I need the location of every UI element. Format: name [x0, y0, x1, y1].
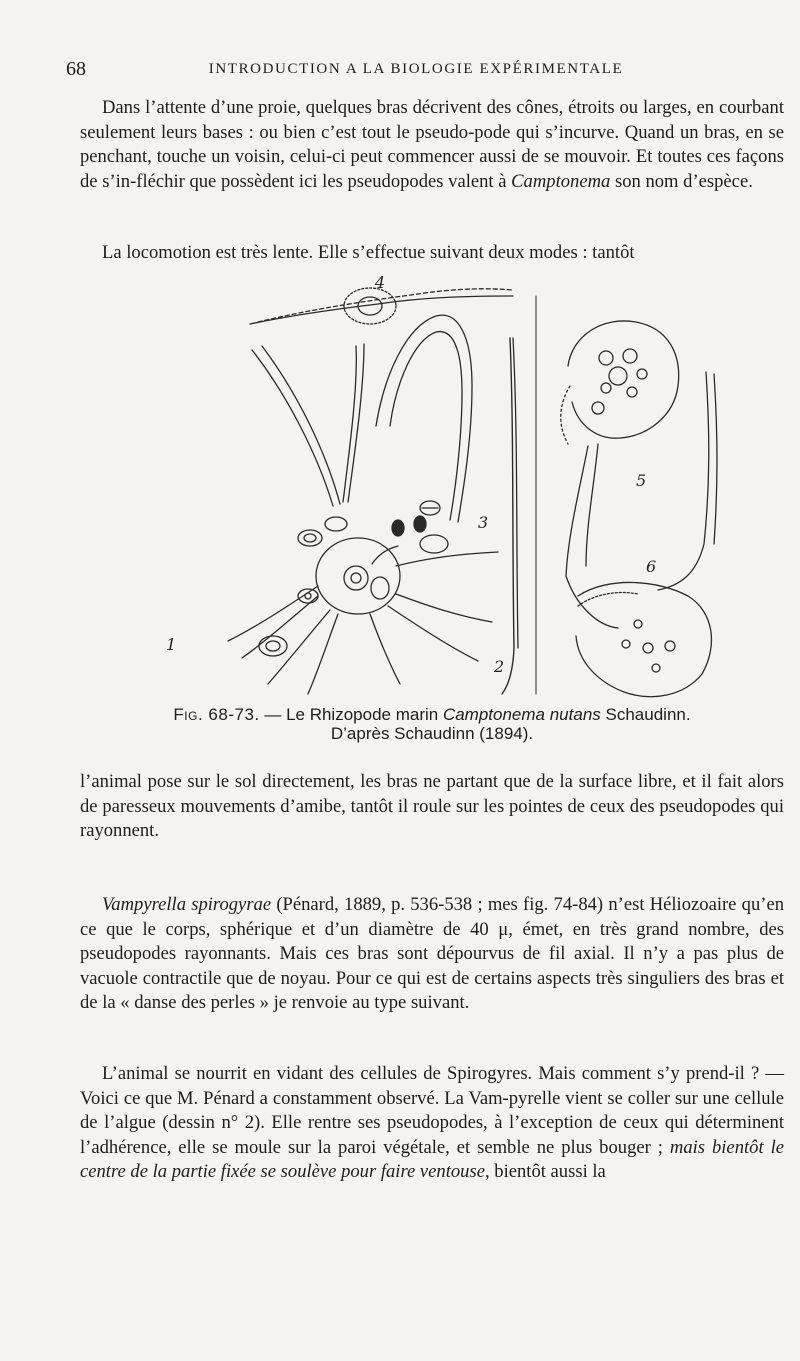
- fig-label-1: 1: [166, 635, 177, 654]
- paragraph-text: (Pénard, 1889, p. 536-538 ; mes fig. 74-84) n’est Héliozoaire qu’en ce que le corps, sphérique et d’un diamètre de 40 μ, émet, en très grand nombre, des pseudopodes rayonnants. Mais ces bras sont dépourvus de fil axial. Il n’y a pas plus de vacuole contractile que de noyau. Pour ce qui est de certains aspects très singuliers des bras et de la « danse des perles » je renvoie au type suivant.: [80, 894, 784, 1014]
- figure-drawing: [158, 276, 723, 706]
- caption-author: Schaudinn.: [600, 705, 691, 724]
- fig-label-6: 6: [646, 557, 657, 576]
- figure-camptonema: [158, 276, 723, 706]
- caption-text: — Le Rhizopode marin: [259, 705, 443, 724]
- paragraph-text: L’animal se nourrit en vidant des cellules de Spirogyres. Mais comment s’y prend-il ? — Voici ce que M. Pénard a constamment observé. La Vam-pyrelle vient se coller sur une cellule de l’algue (dessin n° 2). Elle rentre ses pseudopodes, à l’exception de ceux qui déterminent l’adhérence, elle se moule sur la paroi végétale, et semble ne plus bouger ;: [80, 1063, 784, 1158]
- page-number: 68: [66, 58, 86, 80]
- paragraph-feeding: [80, 1062, 784, 1185]
- paragraph-text: Dans l’attente d’une proie, quelques bras décrivent des cônes, étroits ou larges, en courbant seulement leurs bases : ou bien c’est tout le pseudo-pode qui s’incurve. Quand un bras, en se penchant, touche un voisin, celui-ci peut commencer aussi de se mouvoir. Et toutes ces façons de s’in-fléchir que possèdent ici les pseudopodes valent à: [80, 97, 784, 192]
- fig-label-4: 4: [374, 276, 386, 292]
- right-drawing: [561, 321, 717, 697]
- fig-label-2: 2: [494, 657, 505, 676]
- caption-line-1: [80, 705, 784, 724]
- caption-fig-label: Fig. 68-73.: [173, 705, 260, 724]
- left-drawing: [228, 288, 518, 694]
- page-header: [66, 58, 766, 88]
- paragraph-italic: mais bientôt le centre de la partie fixée se soulève pour faire ventouse: [80, 1136, 784, 1183]
- fig-label-3: 3: [478, 513, 489, 532]
- paragraph-text-end: , bientôt aussi la: [484, 1161, 606, 1183]
- paragraph-pseudopods: [80, 96, 784, 194]
- vampyrella-name: Vampyrella spirogyrae: [102, 894, 272, 915]
- paragraph-text-end: son nom d’espèce.: [610, 170, 753, 192]
- species-name: Camptonema: [511, 170, 611, 192]
- caption-line-2: D’après Schaudinn (1894).: [330, 724, 534, 743]
- caption-species: Camptonema nutans: [442, 705, 601, 724]
- paragraph-locomotion-cont: l’animal pose sur le sol directement, les bras ne partant que de la surface libre, et il fait alors de paresseux mouvements d’amibe, tantôt il roule sur les pointes de ceux des pseudopodes qui rayonnent.: [80, 771, 784, 842]
- running-title: INTRODUCTION A LA BIOLOGIE EXPÉRIMENTALE: [208, 61, 624, 77]
- paragraph-vampyrella: [80, 893, 784, 1016]
- fig-label-5: 5: [636, 471, 647, 490]
- paragraph-locomotion: La locomotion est très lente. Elle s’effectue suivant deux modes : tantôt: [102, 242, 635, 263]
- figure-caption: [80, 705, 784, 743]
